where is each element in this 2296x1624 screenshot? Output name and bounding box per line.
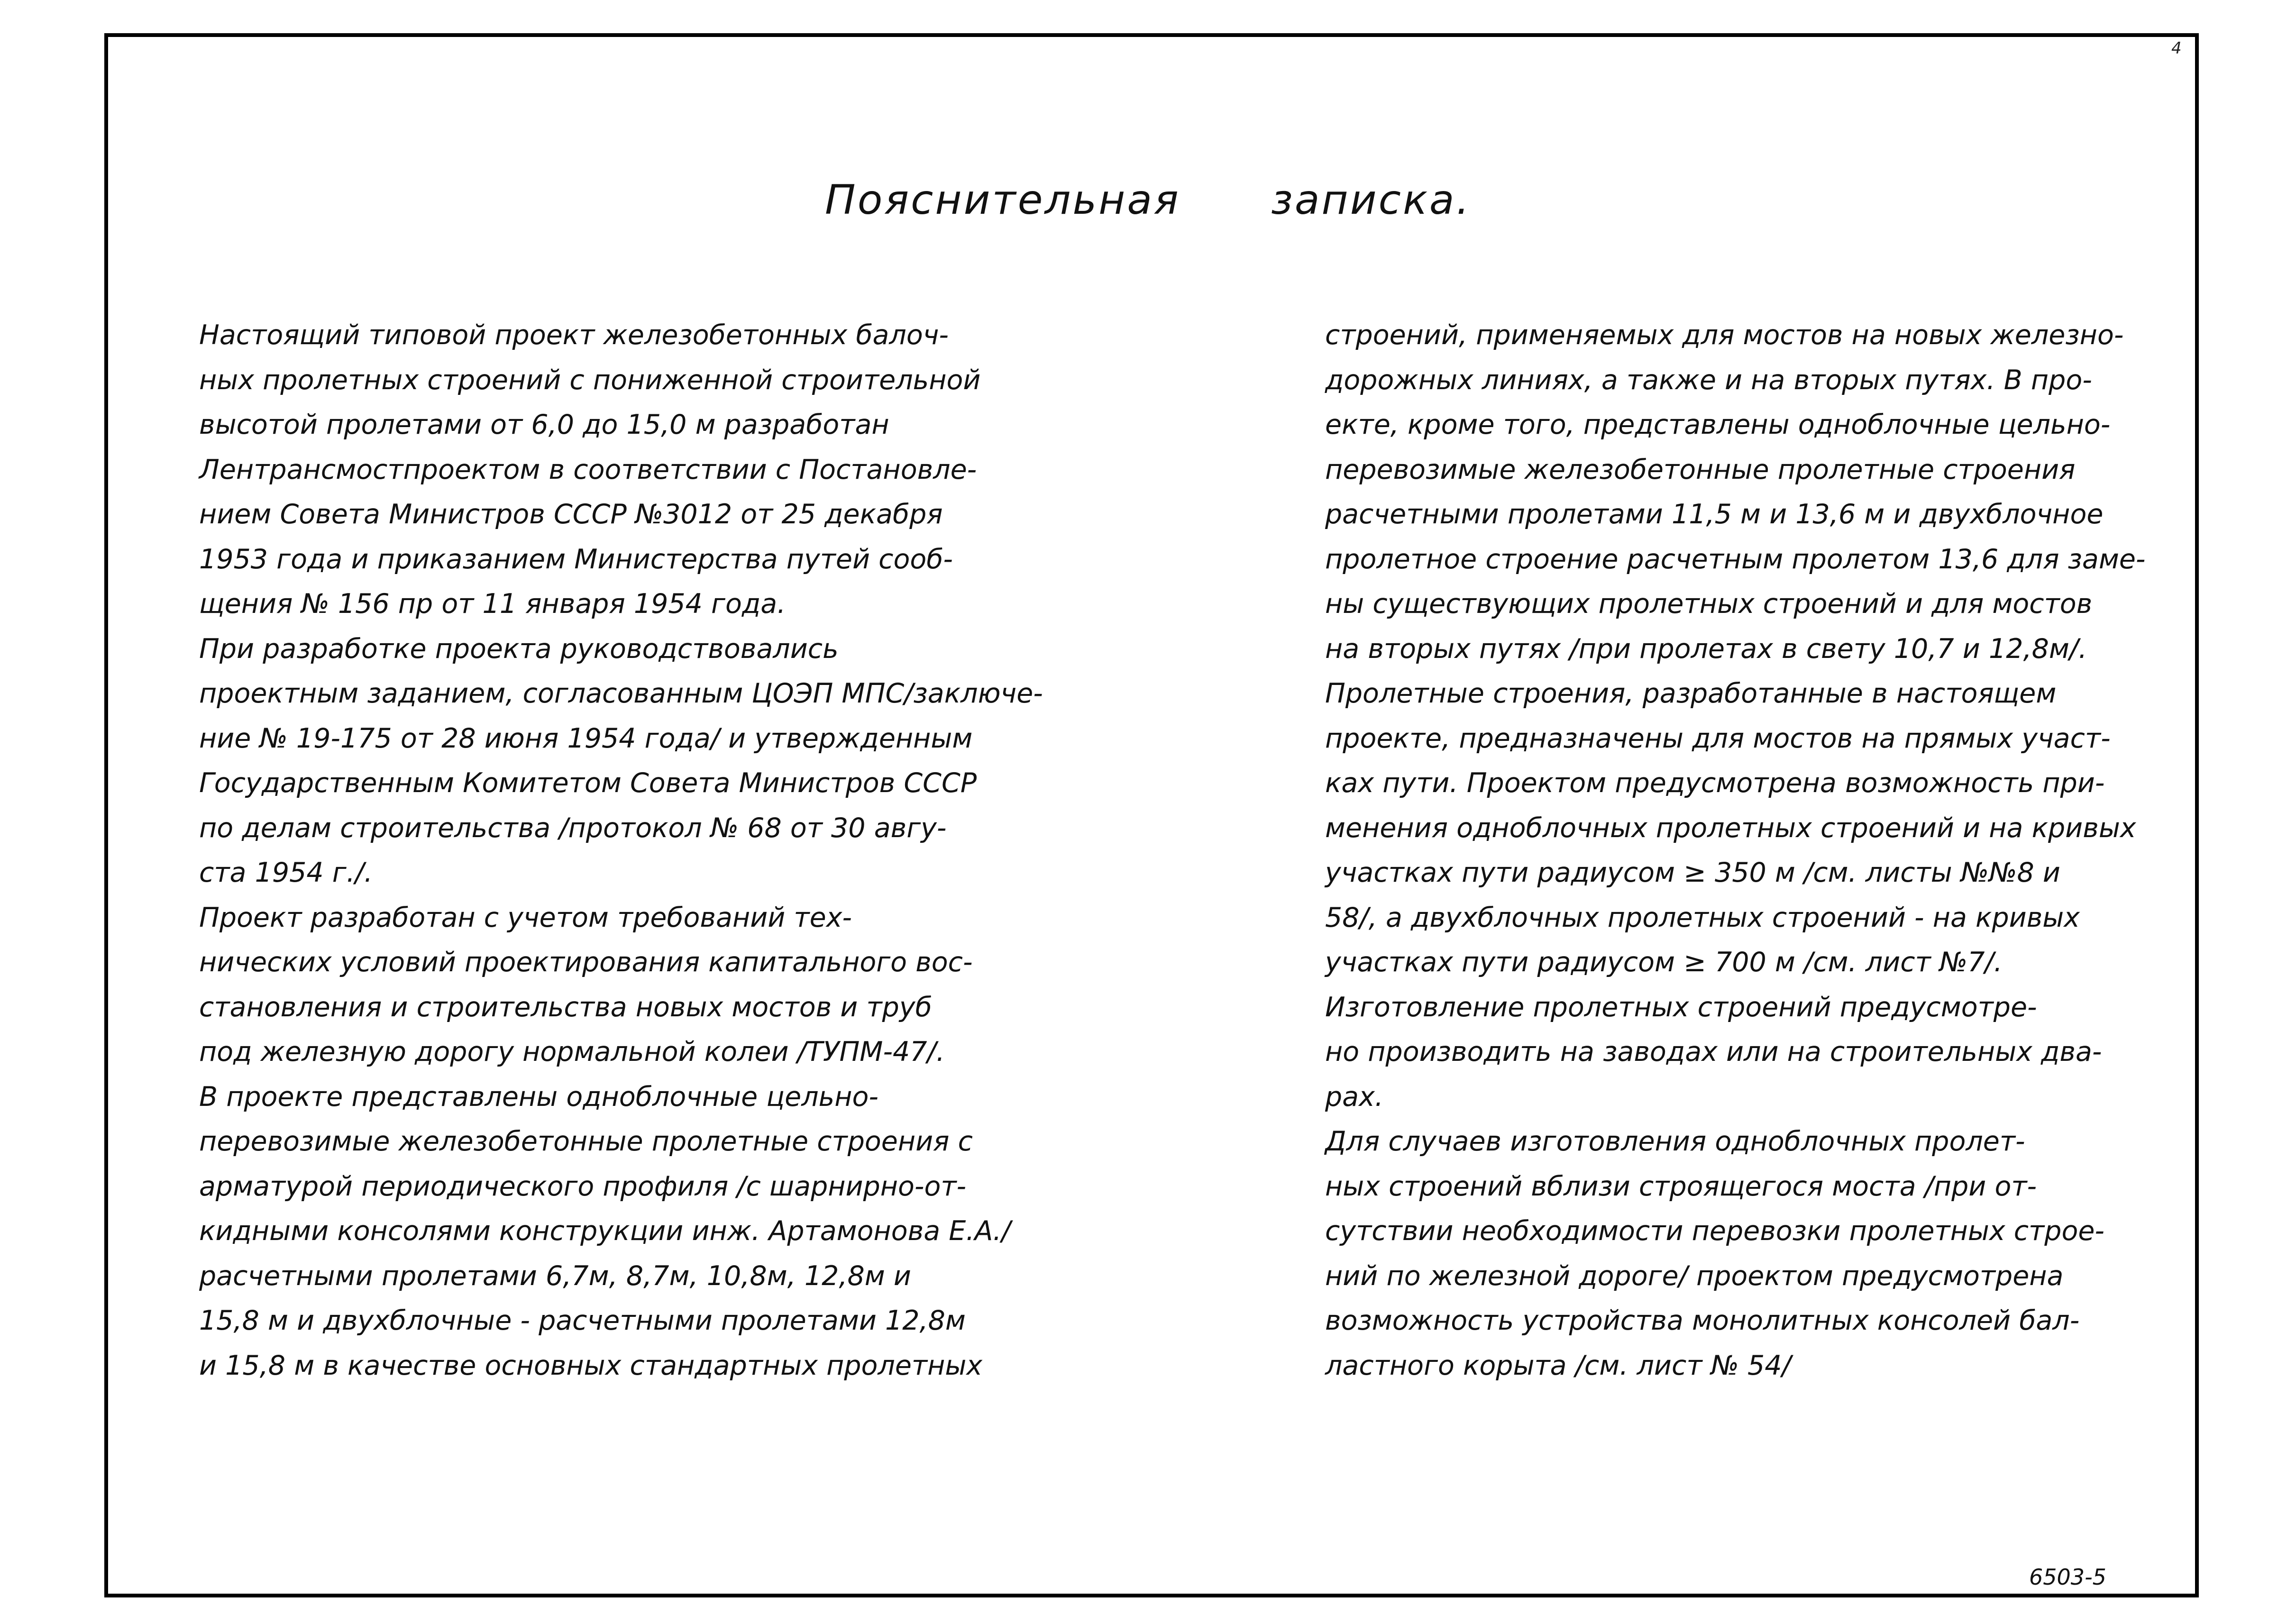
text-line: под железную дорогу нормальной колеи /ТУПМ-47/. [199,1036,945,1067]
text-line: ний по железной дороге/ проектом предусмотрена [1325,1260,2064,1292]
text-line: проектным заданием, согласованным ЦОЭП МПС/заключе- [199,678,1043,709]
text-line: 1953 года и приказанием Министерства путей сооб- [199,543,953,575]
text-line: участках пути радиусом ≥ 350 м /см. листы №№8 и [1325,857,2060,888]
text-line: Проект разработан с учетом требований тех- [199,902,852,933]
text-line: расчетными пролетами 11,5 м и 13,6 м и двухблочное [1325,499,2104,530]
text-line: ных пролетных строений с пониженной строительной [199,364,981,396]
text-line: становления и строительства новых мостов и труб [199,991,932,1023]
text-line: нических условий проектирования капитального вос- [199,947,973,978]
text-line: высотой пролетами от 6,0 до 15,0 м разработан [199,409,889,440]
text-line: строений, применяемых для мостов на новых железно- [1325,319,2124,351]
text-line: перевозимые железобетонные пролетные строения [1325,454,2076,485]
text-line: ны существующих пролетных строений и для мостов [1325,588,2093,620]
text-line: ных строений вблизи строящегося моста /при от- [1325,1170,2037,1202]
text-line: перевозимые железобетонные пролетные строения с [199,1126,973,1157]
text-line: екте, кроме того, представлены одноблочные цельно- [1325,409,2111,440]
text-line: При разработке проекта руководствовались [199,633,839,665]
text-line: В проекте представлены одноблочные цельно- [199,1081,878,1113]
text-line: кидными консолями конструкции инж. Артамонова Е.А./ [199,1215,1011,1247]
text-line: расчетными пролетами 6,7м, 8,7м, 10,8м, 12,8м и [199,1260,911,1292]
drawing-code: 6503-5 [2029,1564,2106,1590]
text-line: ста 1954 г./. [199,857,373,888]
text-line: участках пути радиусом ≥ 700 м /см. лист №7/. [1325,947,2003,978]
text-line: ках пути. Проектом предусмотрена возможность при- [1325,767,2105,799]
text-line: и 15,8 м в качестве основных стандартных пролетных [199,1350,983,1381]
text-line: сутствии необходимости перевозки пролетных строе- [1325,1215,2104,1247]
text-line: возможность устройства монолитных консолей бал- [1325,1305,2080,1336]
text-line: Для случаев изготовления одноблочных пролет- [1325,1126,2025,1157]
page-number: 4 [2171,39,2182,58]
text-line: 15,8 м и двухблочные - расчетными пролетами 12,8м [199,1305,966,1336]
text-line: по делам строительства /протокол № 68 от 30 авгу- [199,812,947,844]
text-line: на вторых путях /при пролетах в свету 10,7 и 12,8м/. [1325,633,2087,665]
text-line: пролетное строение расчетным пролетом 13,6 для заме- [1325,543,2146,575]
text-line: арматурой периодического профиля /с шарнирно-от- [199,1170,967,1202]
text-line: менения одноблочных пролетных строений и на кривых [1325,812,2136,844]
text-line: но производить на заводах или на строительных два- [1325,1036,2102,1067]
text-line: Пролетные строения, разработанные в настоящем [1325,678,2057,709]
text-line: 58/, а двухблочных пролетных строений - на кривых [1325,902,2080,933]
text-line: Государственным Комитетом Совета Министров СССР [199,767,977,799]
text-line: ние № 19-175 от 28 июня 1954 года/ и утвержденным [199,722,973,754]
text-line: Лентрансмостпроектом в соответствии с Постановле- [199,454,977,485]
text-line: ластного корыта /см. лист № 54/ [1325,1350,1791,1381]
text-line: рах. [1325,1081,1383,1113]
page-title: Пояснительная записка. [825,176,1471,224]
text-line: Изготовление пролетных строений предусмотре- [1325,991,2037,1023]
text-line: проекте, предназначены для мостов на прямых участ- [1325,722,2111,754]
text-line: дорожных линиях, а также и на вторых путях. В про- [1325,364,2092,396]
text-line: нием Совета Министров СССР №3012 от 25 декабря [199,499,943,530]
text-line: щения № 156 пр от 11 января 1954 года. [199,588,786,620]
left-text-column [199,313,1147,1388]
text-line: Настоящий типовой проект железобетонных балоч- [199,319,949,351]
right-text-column [1325,313,2193,1388]
